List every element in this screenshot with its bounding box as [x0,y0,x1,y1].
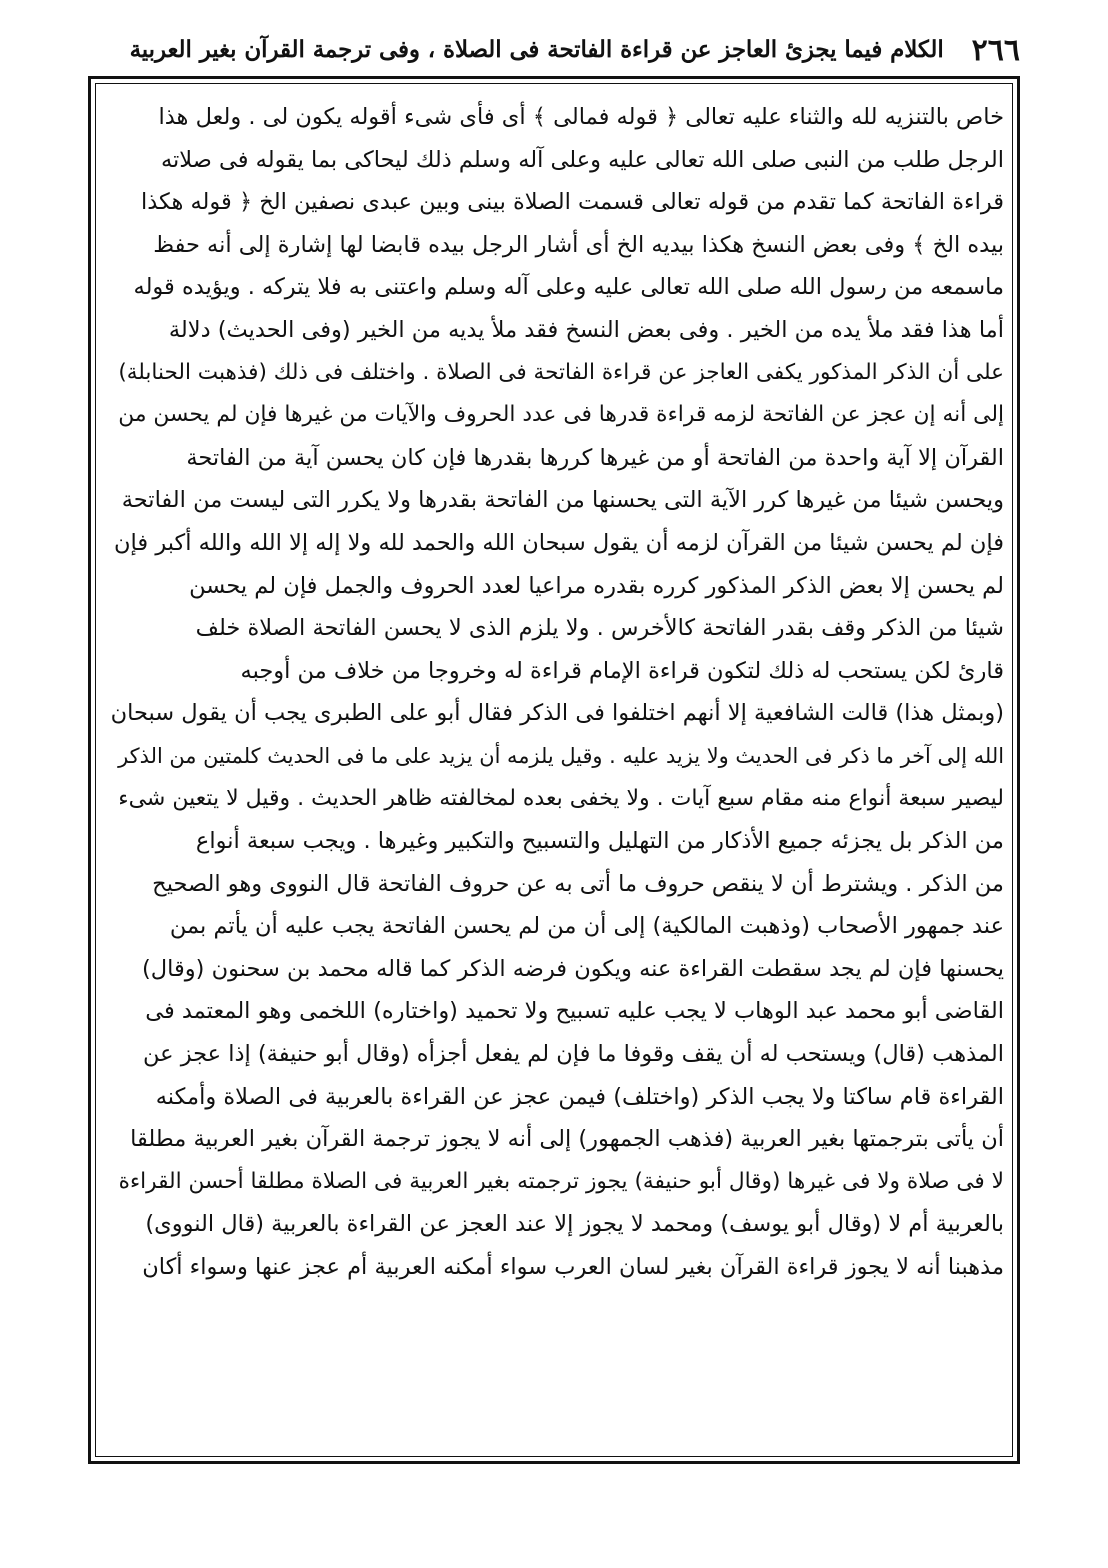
text-line: ويحسن شيئا من غيرها كرر الآية التى يحسنها من الفاتحة بقدرها ولا يكرر التى ليست من الفاتحة [121,487,1004,514]
text-line: على أن الذكر المذكور يكفى العاجز عن قراءة الفاتحة فى الصلاة . واختلف فى ذلك (فذهبت الحنابلة) [118,359,1004,385]
text-line: قراءة الفاتحة كما تقدم من قوله تعالى قسمت الصلاة بينى وبين عبدى نصفين الخ ﴿ قوله هكذا [140,189,1004,216]
text-line: إلى أنه إن عجز عن الفاتحة لزمه قراءة قدرها فى عدد الحروف والآيات من غيرها فإن لم يحسن من [118,402,1004,428]
text-line: من الذكر . ويشترط أن لا ينقص حروف ما أتى به عن حروف الفاتحة قال النووى وهو الصحيح [152,870,1004,897]
text-line: لم يحسن إلا بعض الذكر المذكور كرره بقدره مراعيا لعدد الحروف والجمل فإن لم يحسن [189,572,1004,599]
text-line: شيئا من الذكر وقف بقدر الفاتحة كالأخرس . ولا يلزم الذى لا يحسن الفاتحة الصلاة خلف [195,615,1004,642]
text-body [104,96,1004,1446]
text-line: (وبمثل هذا) قالت الشافعية إلا أنهم اختلفوا فى الذكر فقال أبو على الطبرى يجب أن يقول سبحان [110,700,1004,727]
text-line: الرجل طلب من النبى صلى الله تعالى عليه وعلى آله وسلم ذلك ليحاكى بما يقوله فى صلاته [160,146,1004,173]
text-line: لا فى صلاة ولا فى غيرها (وقال أبو حنيفة) يجوز ترجمته بغير العربية فى الصلاة مطلقا أحسن القراءة [118,1168,1004,1194]
text-line: القاضى أبو محمد عبد الوهاب لا يجب عليه تسبيح ولا تحميد (واختاره) اللخمى وهو المعتمد فى [145,998,1004,1025]
text-line: بيده الخ ﴾ وفى بعض النسخ هكذا بيديه الخ أى أشار الرجل بيده قابضا لها إشارة إلى أنه حفظ [153,231,1004,258]
text-line: فإن لم يحسن شيئا من القرآن لزمه أن يقول سبحان الله والحمد لله ولا إله إلا الله والله أكبر فإن [114,529,1004,556]
text-line: أن يأتى بترجمتها بغير العربية (فذهب الجمهور) إلى أنه لا يجوز ترجمة القرآن بغير العربية مطلقا [130,1126,1004,1153]
text-line: بالعربية أم لا (وقال أبو يوسف) ومحمد لا يجوز إلا عند العجز عن القراءة بالعربية (قال النووى) [145,1211,1004,1238]
text-line: المذهب (قال) ويستحب له أن يقف وقوفا ما فإن لم يفعل أجزأه (وقال أبو حنيفة) إذا عجز عن [143,1041,1004,1068]
text-line: مذهبنا أنه لا يجوز قراءة القرآن بغير لسان العرب سواء أمكنه العربية أم عجز عنها وسواء أكان [142,1254,1004,1281]
text-line: ماسمعه من رسول الله صلى الله تعالى عليه وعلى آله وسلم واعتنى به فلا يتركه . ويؤيده قوله [133,274,1004,301]
running-title: الكلام فيما يجزئ العاجز عن قراءة الفاتحة فى الصلاة ، وفى ترجمة القرآن بغير العربية [129,37,944,63]
text-line: أما هذا فقد ملأ يده من الخير . وفى بعض النسخ فقد ملأ يديه من الخير (وفى الحديث) دلالة [168,316,1004,343]
page-header [110,22,1020,78]
text-line: عند جمهور الأصحاب (وذهبت المالكية) إلى أن من لم يحسن الفاتحة يجب عليه أن يأتم بمن [169,913,1004,940]
text-line: القراءة قام ساكتا ولا يجب الذكر (واختلف) فيمن عجز عن القراءة بالعربية فى الصلاة وأمكنه [155,1083,1004,1110]
text-line: الله إلى آخر ما ذكر فى الحديث ولا يزيد عليه . وقيل يلزمه أن يزيد على ما فى الحديث كلمتين من الذكر [118,743,1004,768]
page-number: ٢٦٦ [971,32,1020,68]
text-line: القرآن إلا آية واحدة من الفاتحة أو من غيرها كررها بقدرها فإن كان يحسن آية من الفاتحة [186,444,1004,471]
text-line: من الذكر بل يجزئه جميع الأذكار من التهليل والتسبيح والتكبير وغيرها . ويجب سبعة أنواع [195,828,1004,855]
text-line: قارئ لكن يستحب له ذلك لتكون قراءة الإمام قراءة له وخروجا من خلاف من أوجبه [240,657,1004,684]
text-line: ليصير سبعة أنواع منه مقام سبع آيات . ولا يخفى بعده لمخالفته ظاهر الحديث . وقيل لا يتعين شىء [118,785,1004,811]
text-line: خاص بالتنزيه لله والثناء عليه تعالى ﴿ قوله فمالى ﴾ أى فأى شىء أقوله يكون لى . ولعل هذا [158,104,1004,130]
text-line: يحسنها فإن لم يجد سقطت القراءة عنه ويكون فرضه الذكر كما قاله محمد بن سحنون (وقال) [142,955,1004,982]
